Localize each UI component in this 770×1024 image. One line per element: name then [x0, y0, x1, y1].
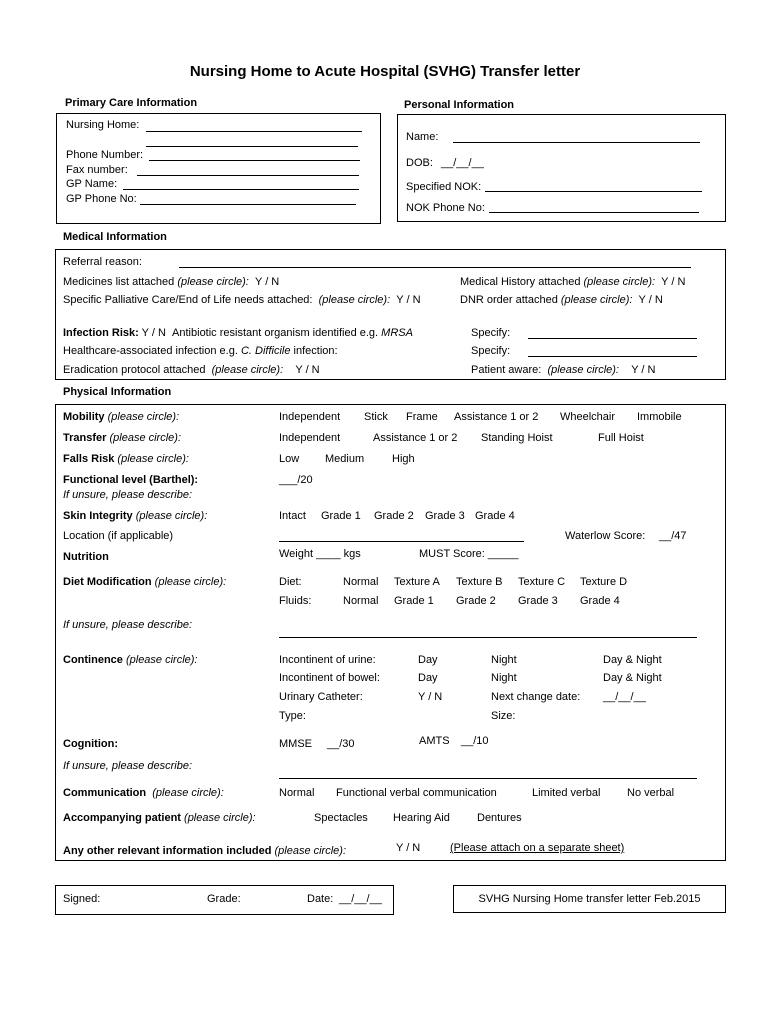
skin-option[interactable]: Grade 3 [425, 510, 465, 522]
communication-option[interactable]: Limited verbal [532, 787, 601, 799]
skin-option[interactable]: Grade 4 [475, 510, 515, 522]
fax-number-field[interactable] [137, 175, 359, 176]
fluids-option[interactable]: Grade 1 [394, 595, 434, 607]
mobility-option[interactable]: Immobile [637, 411, 682, 423]
specify-label-2: Specify: [471, 345, 511, 357]
skin-label: Skin Integrity (please circle): [63, 510, 208, 522]
date-label: Date: [307, 893, 334, 905]
diet-option[interactable]: Normal [343, 576, 379, 588]
specify-field-1[interactable] [528, 338, 697, 339]
med-history-row: Medical History attached (please circle): Y / N [460, 276, 686, 288]
attach-note: (Please attach on a separate sheet) [450, 842, 625, 854]
accompanying-option[interactable]: Dentures [477, 812, 522, 824]
communication-option[interactable]: Normal [279, 787, 315, 799]
transfer-option[interactable]: Assistance 1 or 2 [373, 432, 458, 444]
other-info-label: Any other relevant information included (please circle): [63, 845, 347, 857]
must-score-field[interactable]: MUST Score: _____ [419, 548, 519, 560]
meds-list-row: Medicines list attached (please circle): Y / N [63, 276, 280, 288]
date-field[interactable]: __/__/__ [339, 893, 382, 905]
palliative-yn[interactable]: Y / N [396, 294, 421, 306]
amts-score-field[interactable]: __/10 [461, 735, 489, 747]
location-field[interactable] [279, 541, 524, 542]
cognition-unsure-field[interactable] [279, 778, 697, 779]
fluids-label: Fluids: [279, 595, 312, 607]
fax-number-label: Fax number: [66, 164, 128, 176]
dob-label: DOB: [406, 157, 433, 169]
name-label: Name: [406, 131, 439, 143]
palliative-row: Specific Palliative Care/End of Life needs attached: (please circle): Y / N [63, 294, 421, 306]
specified-nok-label: Specified NOK: [406, 181, 482, 193]
dnr-row: DNR order attached (please circle): Y / N [460, 294, 663, 306]
nursing-home-field[interactable] [146, 131, 362, 132]
med-history-yn[interactable]: Y / N [661, 276, 686, 288]
transfer-option[interactable]: Full Hoist [598, 432, 644, 444]
functional-unsure: If unsure, please describe: [63, 489, 193, 501]
gp-name-label: GP Name: [66, 178, 118, 190]
accompanying-option[interactable]: Hearing Aid [393, 812, 450, 824]
signed-label: Signed: [63, 893, 101, 905]
falls-option[interactable]: Low [279, 453, 300, 465]
primary-care-heading: Primary Care Information [65, 97, 198, 109]
dob-field[interactable]: __/__/__ [441, 157, 484, 169]
incontinent-urine-label: Incontinent of urine: [279, 654, 376, 666]
nutrition-label: Nutrition [63, 551, 109, 563]
falls-option[interactable]: Medium [325, 453, 365, 465]
mobility-option[interactable]: Stick [364, 411, 388, 423]
diet-mod-label: Diet Modification (please circle): [63, 576, 227, 588]
type-label: Type: [279, 710, 306, 722]
weight-field[interactable]: Weight ____ kgs [279, 548, 361, 560]
skin-option[interactable]: Grade 2 [374, 510, 414, 522]
grade-label: Grade: [207, 893, 241, 905]
barthel-score-field[interactable]: ___/20 [279, 474, 313, 486]
gp-name-field[interactable] [123, 189, 359, 190]
accompanying-label: Accompanying patient (please circle): [63, 812, 256, 824]
nok-phone-field[interactable] [489, 212, 699, 213]
communication-option[interactable]: Functional verbal communication [336, 787, 497, 799]
fluids-option[interactable]: Grade 3 [518, 595, 558, 607]
bowel-night-option[interactable]: Night [491, 672, 517, 684]
mobility-option[interactable]: Independent [279, 411, 341, 423]
gp-phone-field[interactable] [140, 204, 356, 205]
fluids-option[interactable]: Normal [343, 595, 379, 607]
mmse-score-field[interactable]: __/30 [327, 738, 355, 750]
mobility-label: Mobility (please circle): [63, 411, 180, 423]
mmse-label: MMSE [279, 738, 312, 750]
diet-unsure-label: If unsure, please describe: [63, 619, 193, 631]
skin-option[interactable]: Intact [279, 510, 306, 522]
hcai-row: Healthcare-associated infection e.g. C. Difficile infection: [63, 345, 338, 357]
referral-reason-field[interactable] [179, 267, 691, 268]
phone-number-label: Phone Number: [66, 149, 144, 161]
urine-day-option[interactable]: Day [418, 654, 438, 666]
infection-risk-yn[interactable]: Y / N [141, 327, 166, 339]
incontinent-bowel-label: Incontinent of bowel: [279, 672, 380, 684]
waterlow-label: Waterlow Score: [565, 530, 646, 542]
eradication-yn[interactable]: Y / N [295, 364, 320, 376]
personal-heading: Personal Information [404, 99, 515, 111]
diet-label: Diet: [279, 576, 302, 588]
specified-nok-field[interactable] [485, 191, 702, 192]
diet-option[interactable]: Texture A [394, 576, 440, 588]
communication-option[interactable]: No verbal [627, 787, 675, 799]
urinary-catheter-label: Urinary Catheter: [279, 691, 363, 703]
mobility-option[interactable]: Assistance 1 or 2 [454, 411, 539, 423]
page-title: Nursing Home to Acute Hospital (SVHG) Transfer letter [189, 63, 581, 80]
name-field[interactable] [453, 142, 700, 143]
mobility-option[interactable]: Wheelchair [560, 411, 616, 423]
diet-option[interactable]: Texture C [518, 576, 566, 588]
catheter-yn[interactable]: Y / N [418, 691, 443, 703]
accompanying-option[interactable]: Spectacles [314, 812, 368, 824]
fluids-option[interactable]: Grade 4 [580, 595, 620, 607]
physical-heading: Physical Information [63, 386, 172, 398]
functional-label: Functional level (Barthel): [63, 474, 199, 486]
eradication-row: Eradication protocol attached (please circle): Y / N [63, 364, 320, 376]
other-info-yn[interactable]: Y / N [396, 842, 421, 854]
transfer-option[interactable]: Standing Hoist [481, 432, 553, 444]
falls-option[interactable]: High [392, 453, 415, 465]
bowel-day-option[interactable]: Day [418, 672, 438, 684]
nursing-home-label: Nursing Home: [66, 119, 140, 131]
bowel-day-night-option[interactable]: Day & Night [603, 672, 662, 684]
infection-risk-row: Infection Risk: Y / N Antibiotic resistant organism identified e.g. MRSA [63, 327, 413, 339]
specify-field-2[interactable] [528, 356, 697, 357]
mobility-option[interactable]: Frame [406, 411, 438, 423]
meds-list-yn[interactable]: Y / N [255, 276, 280, 288]
communication-label: Communication (please circle): [63, 787, 224, 799]
nok-phone-label: NOK Phone No: [406, 202, 485, 214]
diet-unsure-field[interactable] [279, 637, 697, 638]
nursing-home-field-2[interactable] [146, 146, 358, 147]
diet-option[interactable]: Texture D [580, 576, 628, 588]
cognition-label: Cognition: [63, 738, 118, 750]
size-label: Size: [491, 710, 516, 722]
falls-label: Falls Risk (please circle): [63, 453, 189, 465]
dnr-yn[interactable]: Y / N [638, 294, 663, 306]
urine-day-night-option[interactable]: Day & Night [603, 654, 662, 666]
fluids-option[interactable]: Grade 2 [456, 595, 496, 607]
form-reference: SVHG Nursing Home transfer letter Feb.2015 [478, 893, 701, 905]
phone-number-field[interactable] [149, 160, 360, 161]
waterlow-score-field[interactable]: __/47 [659, 530, 687, 542]
referral-reason-label: Referral reason: [63, 256, 142, 268]
skin-option[interactable]: Grade 1 [321, 510, 361, 522]
amts-label: AMTS [419, 735, 450, 747]
diet-option[interactable]: Texture B [456, 576, 503, 588]
transfer-option[interactable]: Independent [279, 432, 341, 444]
location-label: Location (if applicable) [63, 530, 174, 542]
patient-aware-yn[interactable]: Y / N [631, 364, 656, 376]
continence-label: Continence (please circle): [63, 654, 198, 666]
urine-night-option[interactable]: Night [491, 654, 517, 666]
cognition-unsure-label: If unsure, please describe: [63, 760, 193, 772]
next-change-label: Next change date: [491, 691, 581, 703]
next-change-field[interactable]: __/__/__ [603, 691, 646, 703]
medical-box [55, 249, 726, 380]
patient-aware-row: Patient aware: (please circle): Y / N [471, 364, 656, 376]
specify-label-1: Specify: [471, 327, 511, 339]
transfer-label: Transfer (please circle): [63, 432, 182, 444]
gp-phone-label: GP Phone No: [66, 193, 137, 205]
medical-heading: Medical Information [63, 231, 167, 243]
